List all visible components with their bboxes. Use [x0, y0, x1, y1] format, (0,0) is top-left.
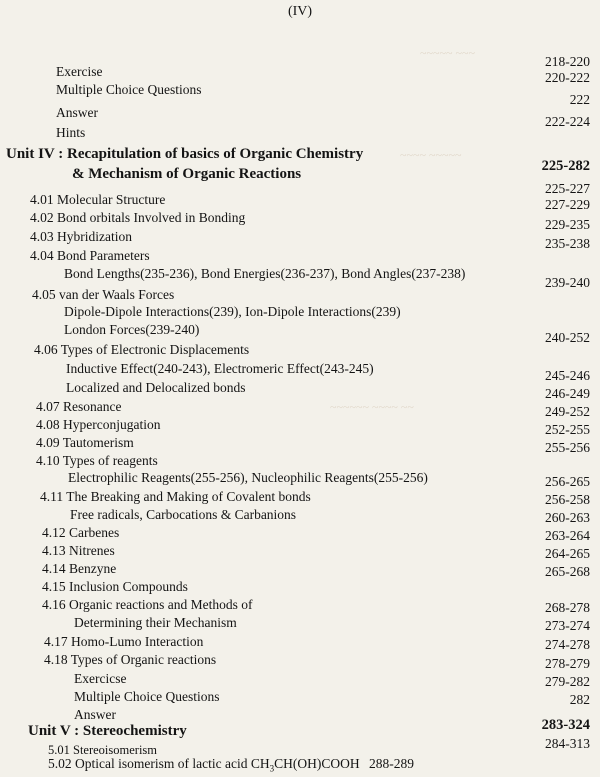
- toc-entry-pages: 260-263: [545, 510, 590, 525]
- toc-entry-label: Answer: [74, 707, 116, 722]
- toc-entry-label: 4.03 Hybridization: [30, 229, 132, 244]
- toc-entry-pages: 268-278: [545, 600, 590, 615]
- page-header: (IV): [287, 4, 313, 19]
- toc-entry-label: Localized and Delocalized bonds: [66, 380, 246, 395]
- toc-entry-label: Free radicals, Carbocations & Carbanions: [70, 507, 297, 522]
- toc-entry-pages: 256-258: [545, 492, 590, 507]
- entry-text-formula: CH(OH)COOH: [274, 756, 360, 771]
- toc-entry-pages: 252-255: [545, 422, 590, 437]
- toc-entry-label: Hints: [56, 125, 86, 140]
- toc-entry-pages: 278-279: [545, 656, 590, 671]
- toc-entry-label: Multiple Choice Questions: [74, 689, 220, 704]
- unit-5-pages: 283-324: [541, 717, 590, 733]
- toc-entry-pages: 263-264: [545, 528, 590, 543]
- toc-entry-pages: 284-313: [545, 736, 590, 751]
- toc-subentry: Electrophilic Reagents(255-256), Nucleophilic Reagents(255-256): [68, 470, 428, 485]
- toc-entry-label: Exercise: [56, 64, 103, 79]
- toc-entry-label: [48, 756, 414, 777]
- toc-entry-label: 4.06 Types of Electronic Displacements: [34, 342, 250, 357]
- toc-entry-label: 5.01 Stereoisomerism: [48, 743, 158, 757]
- toc-entry-label: 4.09 Tautomerism: [36, 435, 134, 450]
- toc-entry-pages: 222: [569, 92, 590, 107]
- toc-entry-label: Exercicse: [74, 671, 127, 686]
- toc-entry-label: Determining their Mechanism: [74, 615, 237, 630]
- unit-4-title-line1: Unit IV : Recapitulation of basics of Organic Chemistry: [6, 146, 364, 162]
- toc-entry-pages: 273-274: [545, 618, 590, 633]
- toc-entry-label: 4.10 Types of reagents: [36, 453, 158, 468]
- toc-entry-pages: 218-220: [545, 54, 590, 69]
- inline-pages: 288-289: [368, 756, 414, 771]
- toc-entry-pages: 240-252: [545, 330, 590, 345]
- toc-entry-pages: 220-222: [545, 70, 590, 85]
- toc-entry-pages: 256-265: [545, 474, 590, 489]
- toc-entry-label: 4.11 The Breaking and Making of Covalent bonds: [40, 489, 311, 504]
- toc-entry-pages: 239-240: [545, 275, 590, 290]
- toc-entry-label: 4.17 Homo-Lumo Interaction: [44, 634, 204, 649]
- subscript: 3: [269, 763, 275, 774]
- toc-entry-pages: 229-235: [545, 217, 590, 232]
- bleed-through-text: ~~~~ ~~~~~: [400, 148, 462, 162]
- entry-text-prefix: 5.02 Optical isomerism of lactic acid CH: [48, 756, 270, 771]
- toc-entry-pages: 249-252: [545, 404, 590, 419]
- toc-entry-pages: 245-246: [545, 368, 590, 383]
- toc-entry-pages: 282: [569, 692, 590, 707]
- toc-entry-label: 4.08 Hyperconjugation: [36, 417, 161, 432]
- toc-entry-label: 4.14 Benzyne: [42, 561, 117, 576]
- toc-subentry: Bond Lengths(235-236), Bond Energies(236-237), Bond Angles(237-238): [64, 266, 466, 281]
- toc-entry-label: 4.05 van der Waals Forces: [32, 287, 175, 302]
- toc-entry-pages: 274-278: [545, 637, 590, 652]
- toc-entry-pages: 265-268: [545, 564, 590, 579]
- toc-entry-label: 4.04 Bond Parameters: [30, 248, 150, 263]
- bleed-through-text: ~~~~~ ~~~: [420, 46, 475, 60]
- toc-entry-label: 4.16 Organic reactions and Methods of: [42, 597, 253, 612]
- toc-entry-label: Multiple Choice Questions: [56, 82, 202, 97]
- toc-entry-pages: 235-238: [545, 236, 590, 251]
- toc-entry-label: Answer: [56, 105, 98, 120]
- toc-entry-label: 4.18 Types of Organic reactions: [44, 652, 217, 667]
- toc-entry-label: 4.01 Molecular Structure: [30, 192, 166, 207]
- toc-entry-label: 4.15 Inclusion Compounds: [42, 579, 188, 594]
- toc-entry-label: 4.12 Carbenes: [42, 525, 120, 540]
- toc-entry-pages: 264-265: [545, 546, 590, 561]
- toc-subentry: Inductive Effect(240-243), Electromeric Effect(243-245): [66, 361, 374, 376]
- toc-entry-label: 4.13 Nitrenes: [42, 543, 115, 558]
- toc-entry-pages: 255-256: [545, 440, 590, 455]
- bleed-through-text: ~~~~~~ ~~~~ ~~: [330, 400, 414, 414]
- toc-entry-label: 4.02 Bond orbitals Involved in Bonding: [30, 210, 246, 225]
- unit-5-title: Unit V : Stereochemistry: [28, 723, 187, 739]
- toc-entry-pages: 279-282: [545, 674, 590, 689]
- toc-entry-label: 4.07 Resonance: [36, 399, 122, 414]
- toc-subentry: Dipole-Dipole Interactions(239), Ion-Dipole Interactions(239): [64, 304, 401, 319]
- toc-entry-pages: 222-224: [545, 114, 590, 129]
- toc-subentry: London Forces(239-240): [64, 322, 200, 337]
- toc-entry-pages: 246-249: [545, 386, 590, 401]
- unit-4-pages: 225-282: [541, 158, 590, 174]
- unit-4-title-line2: & Mechanism of Organic Reactions: [72, 166, 302, 182]
- toc-entry-pages: 227-229: [545, 197, 590, 212]
- toc-entry-pages: 225-227: [545, 181, 590, 196]
